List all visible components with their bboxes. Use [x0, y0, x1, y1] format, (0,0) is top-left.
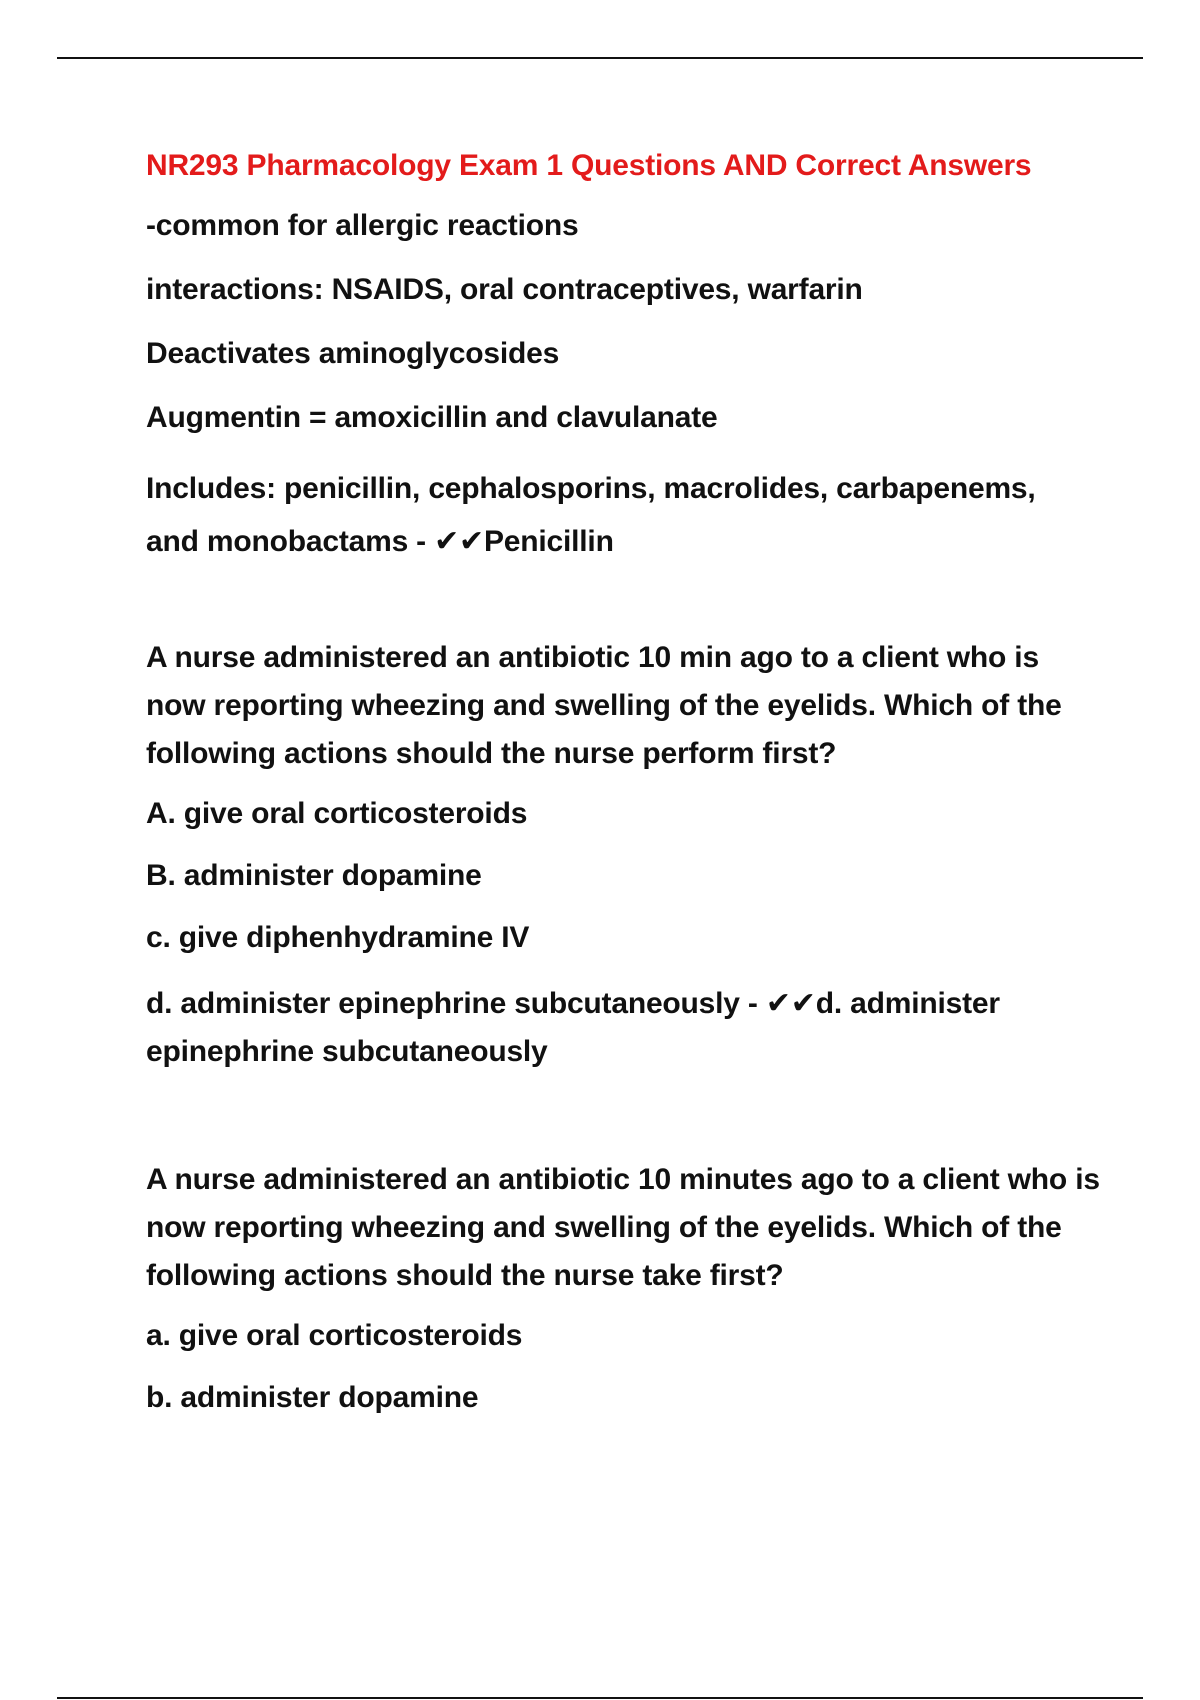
intro-line-2: interactions: NSAIDS, oral contraceptives, warfarin [146, 273, 863, 306]
intro-line-4: Augmentin = amoxicillin and clavulanate [146, 401, 718, 434]
q2-option-b: b. administer dopamine [146, 1381, 479, 1414]
q1-option-d: d. administer epinephrine subcutaneously - [146, 987, 766, 1020]
q1-option-b: B. administer dopamine [146, 859, 482, 892]
document-title: NR293 Pharmacology Exam 1 Questions AND Correct Answers [146, 149, 1032, 182]
includes-line-1: Includes: penicillin, cephalosporins, macrolides, carbapenems, [146, 472, 1036, 505]
q1-option-c: c. give diphenhydramine IV [146, 921, 530, 954]
q1-answer: d. administer epinephrine subcutaneously [146, 987, 1000, 1068]
question-1-text: A nurse administered an antibiotic 10 min ago to a client who is now reporting wheezing and swelling of the eyelids. Which of the following actions should the nurse perform first? [146, 641, 1062, 770]
includes-answer: Penicillin [483, 525, 614, 558]
top-divider [57, 57, 1143, 59]
question-2-text: A nurse administered an antibiotic 10 minutes ago to a client who is now reporting wheezing and swelling of the eyelids. Which of the following actions should the nurse take first? [146, 1163, 1100, 1292]
bottom-divider [57, 1697, 1143, 1699]
checkmark-icon: ✔✔ [434, 524, 484, 559]
includes-line-2 [146, 515, 1106, 568]
checkmark-icon: ✔✔ [765, 986, 816, 1021]
document-body [146, 146, 1106, 1440]
q1-option-d-with-answer [146, 980, 1106, 1076]
intro-line-1: -common for allergic reactions [146, 209, 579, 242]
q1-option-a: A. give oral corticosteroids [146, 797, 528, 830]
intro-line-3: Deactivates aminoglycosides [146, 337, 560, 370]
q2-option-a: a. give oral corticosteroids [146, 1319, 523, 1352]
includes-prefix: and monobactams - [146, 525, 435, 558]
